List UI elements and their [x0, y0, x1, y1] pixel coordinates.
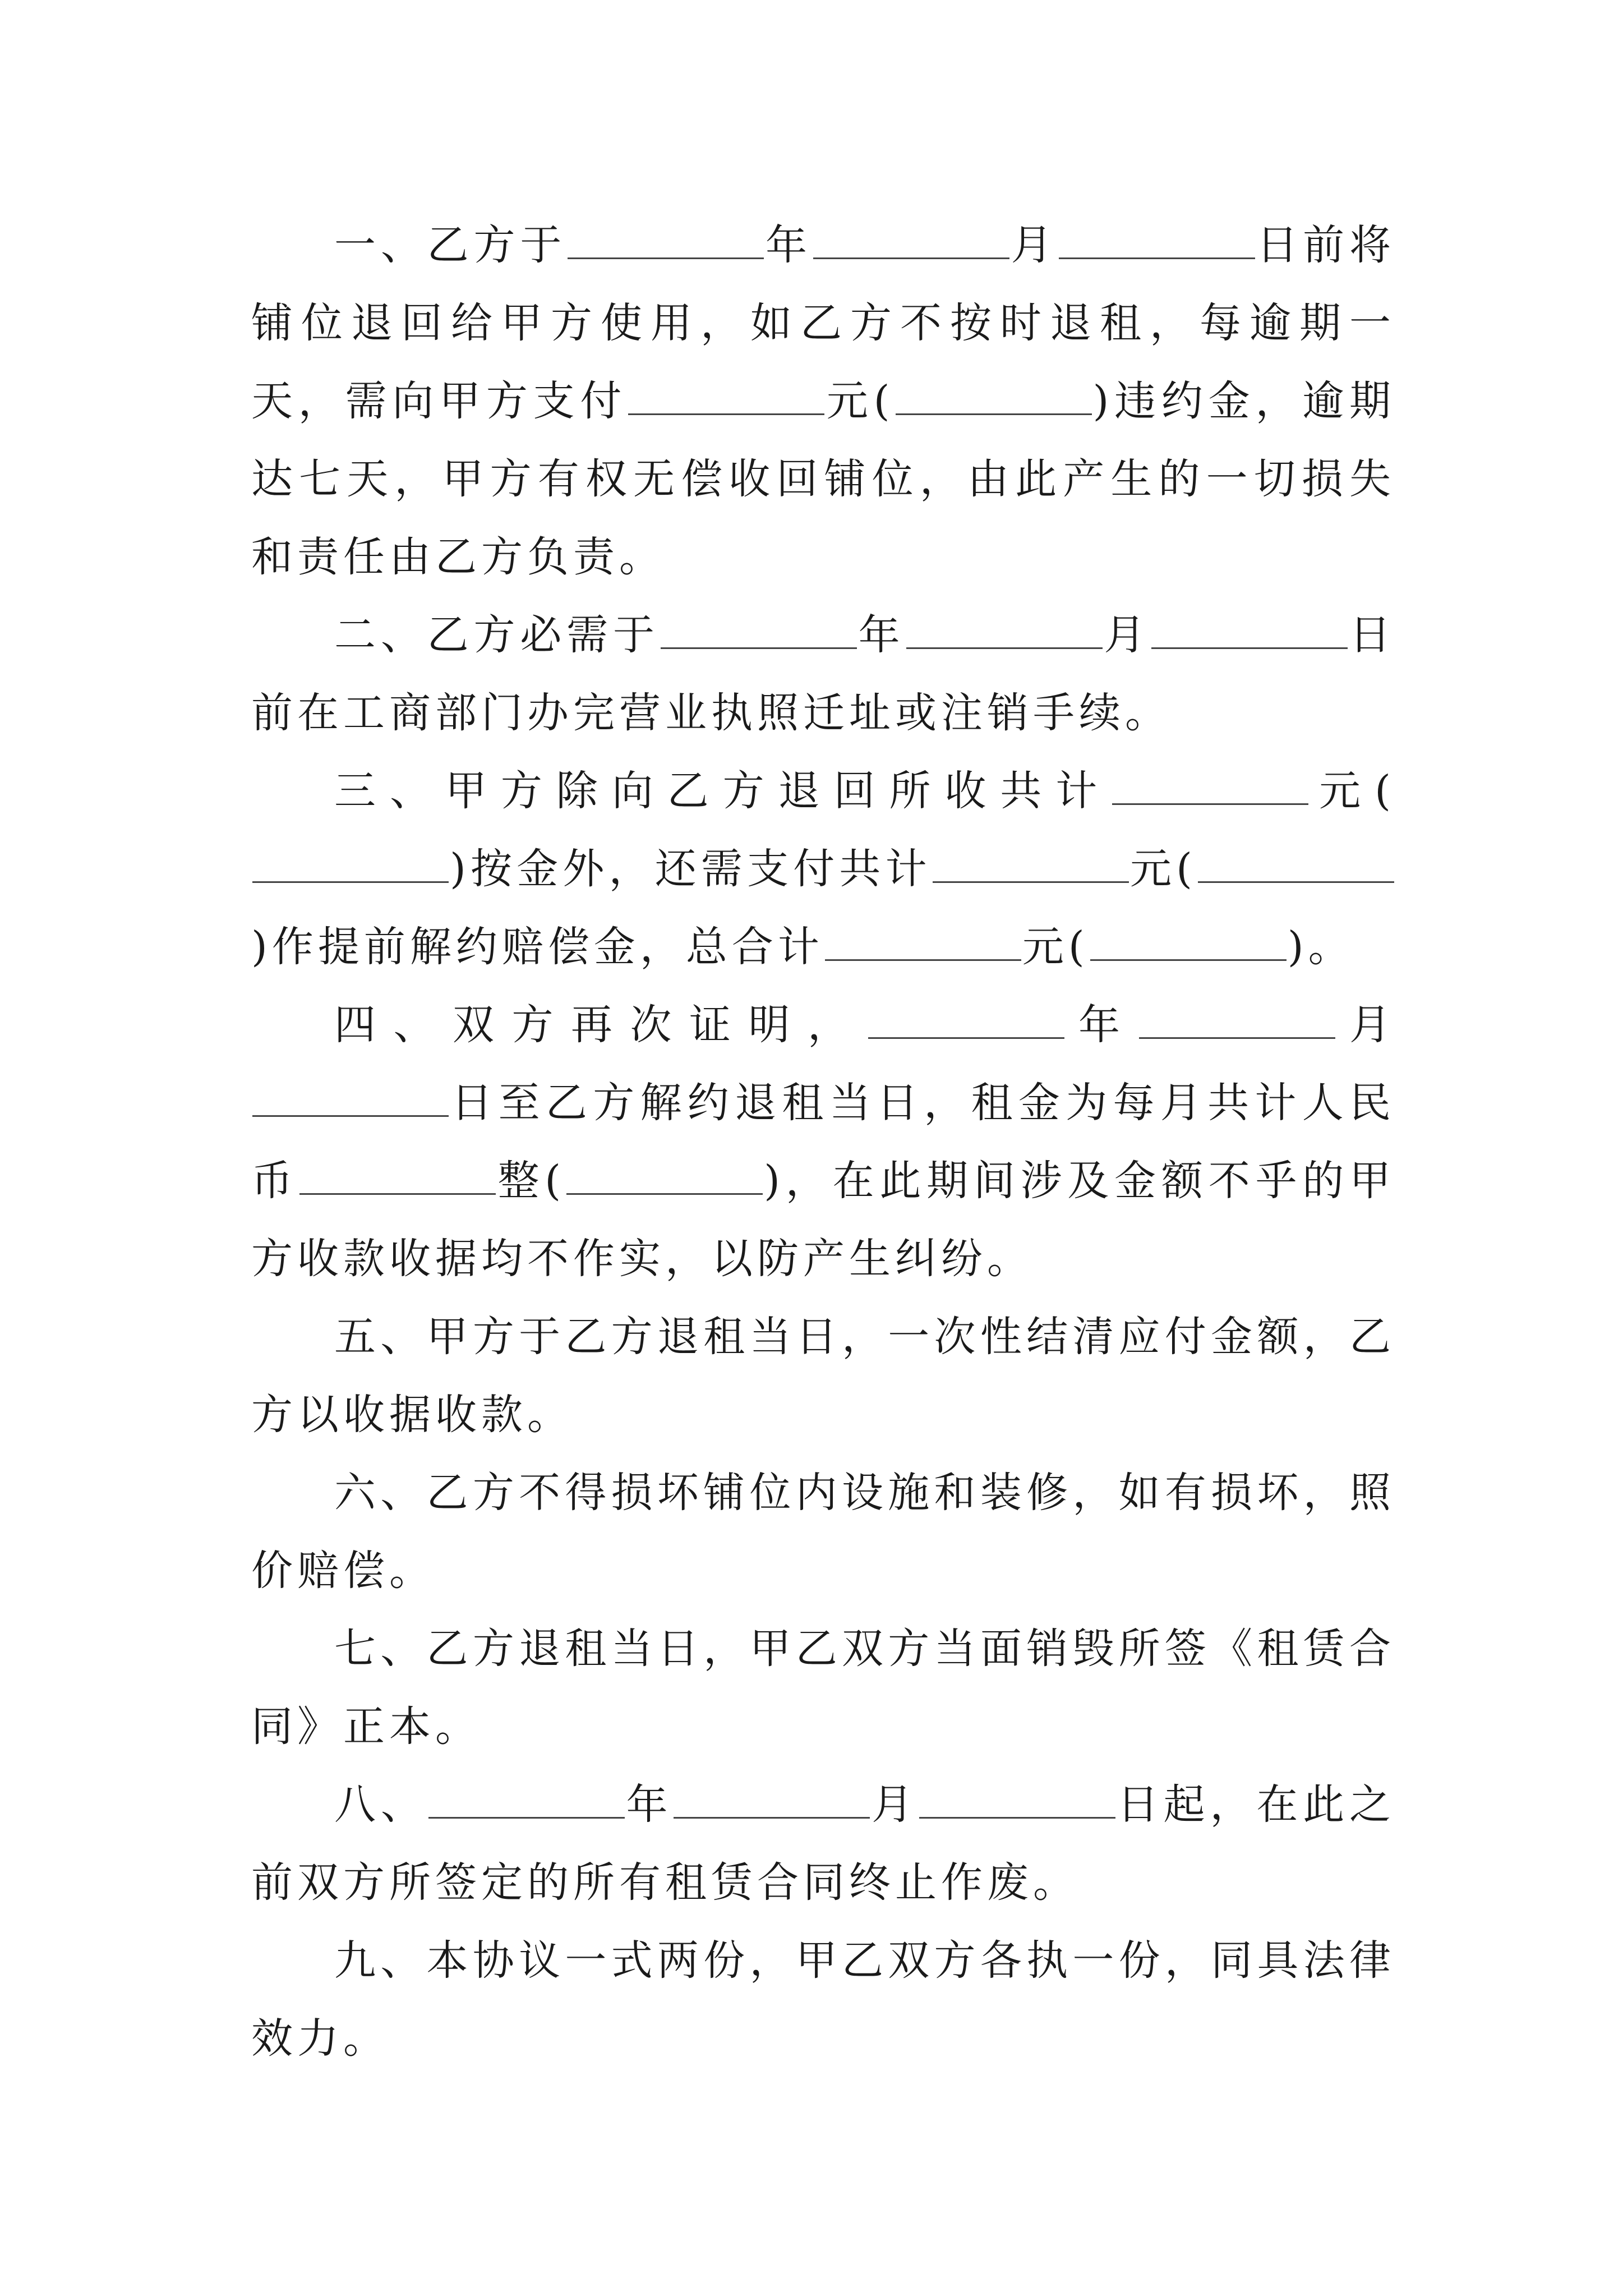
- fill-blank[interactable]: [1112, 803, 1308, 805]
- clause-text: 六、乙方不得损坏铺位内设施和装修，如有损坏，照价赔偿。: [251, 1469, 1395, 1595]
- fill-blank[interactable]: [566, 1193, 763, 1195]
- fill-blank[interactable]: [661, 647, 857, 649]
- fill-blank[interactable]: [896, 413, 1092, 415]
- clause-2: [251, 596, 1395, 752]
- clause-6: [251, 1454, 1395, 1610]
- clause-text: 日前在工商部门办完营业执照迁址或注销手续。: [251, 611, 1396, 737]
- clause-text: 日起，在此之前双方所签定的所有租赁合同终止作废。: [251, 1780, 1396, 1907]
- fill-blank[interactable]: [1139, 1037, 1335, 1039]
- clause-1: [251, 206, 1395, 596]
- fill-blank[interactable]: [1059, 257, 1255, 259]
- clause-text: 九、本协议一式两份，甲乙双方各执一份，同具法律效力。: [251, 1936, 1395, 2063]
- fill-blank[interactable]: [252, 881, 449, 883]
- clause-5: [251, 1298, 1395, 1454]
- clause-text: 年: [625, 1780, 673, 1829]
- fill-blank[interactable]: [906, 647, 1103, 649]
- fill-blank[interactable]: [1151, 647, 1348, 649]
- clause-text: 三、甲方除向乙方退回所收共计: [334, 767, 1112, 815]
- fill-blank[interactable]: [825, 959, 1021, 961]
- clause-3: [251, 752, 1395, 986]
- clause-text: 整(: [496, 1157, 566, 1205]
- clause-text: )，在此期间涉及金额不乎的甲方收款收据均不作实，以防产生纠纷。: [251, 1157, 1395, 1283]
- fill-blank[interactable]: [428, 1816, 625, 1819]
- clause-text: 二、乙方必需于: [334, 611, 660, 659]
- fill-blank[interactable]: [252, 1115, 449, 1117]
- clause-7: [251, 1610, 1395, 1766]
- fill-blank[interactable]: [813, 257, 1009, 259]
- clause-text: 元(: [1129, 845, 1197, 893]
- clause-text: 年: [765, 221, 812, 269]
- clause-text: 一、乙方于: [334, 221, 567, 269]
- clause-text: 日前将铺位退回给甲方使用，如乙方不按时退租，每逾期一天，需向甲方支付: [251, 221, 1396, 425]
- clause-text: 年: [1065, 1001, 1138, 1049]
- fill-blank[interactable]: [1090, 959, 1287, 961]
- clause-4: [251, 986, 1395, 1298]
- clause-text: 月: [871, 1780, 919, 1829]
- fill-blank[interactable]: [568, 257, 764, 259]
- clause-text: 七、乙方退租当日，甲乙双方当面销毁所签《租赁合同》正本。: [251, 1625, 1395, 1751]
- clause-text: 月: [1103, 611, 1151, 659]
- clause-text: 五、甲方于乙方退租当日，一次性结清应付金额，乙方以收据收款。: [251, 1313, 1395, 1439]
- clause-text: 日至乙方解约退租当日，租金为每月共计人民币: [251, 1079, 1395, 1205]
- fill-blank[interactable]: [868, 1037, 1064, 1039]
- clause-9: [251, 1922, 1395, 2078]
- clause-text: 元(: [826, 377, 895, 425]
- clause-text: )按金外，还需支付共计: [450, 845, 932, 893]
- clause-text: 月: [1336, 1001, 1395, 1049]
- clause-text: 月: [1010, 221, 1058, 269]
- agreement-body: [251, 206, 1395, 2078]
- fill-blank[interactable]: [1198, 881, 1394, 883]
- clause-text: 八、: [334, 1780, 427, 1829]
- fill-blank[interactable]: [933, 881, 1129, 883]
- clause-text: )作提前解约赔偿金，总合计: [251, 923, 824, 971]
- clause-text: 年: [857, 611, 905, 659]
- clause-text: 四、双方再次证明，: [334, 1001, 867, 1049]
- clause-text: )。: [1287, 923, 1354, 971]
- fill-blank[interactable]: [299, 1193, 496, 1195]
- fill-blank[interactable]: [674, 1816, 870, 1819]
- fill-blank[interactable]: [919, 1816, 1115, 1819]
- clause-text: 元(: [1310, 767, 1395, 815]
- fill-blank[interactable]: [628, 413, 824, 415]
- clause-text: )违约金，逾期达七天，甲方有权无偿收回铺位，由此产生的一切损失和责任由乙方负责。: [251, 377, 1395, 581]
- clause-text: 元(: [1022, 923, 1089, 971]
- clause-8: [251, 1766, 1395, 1922]
